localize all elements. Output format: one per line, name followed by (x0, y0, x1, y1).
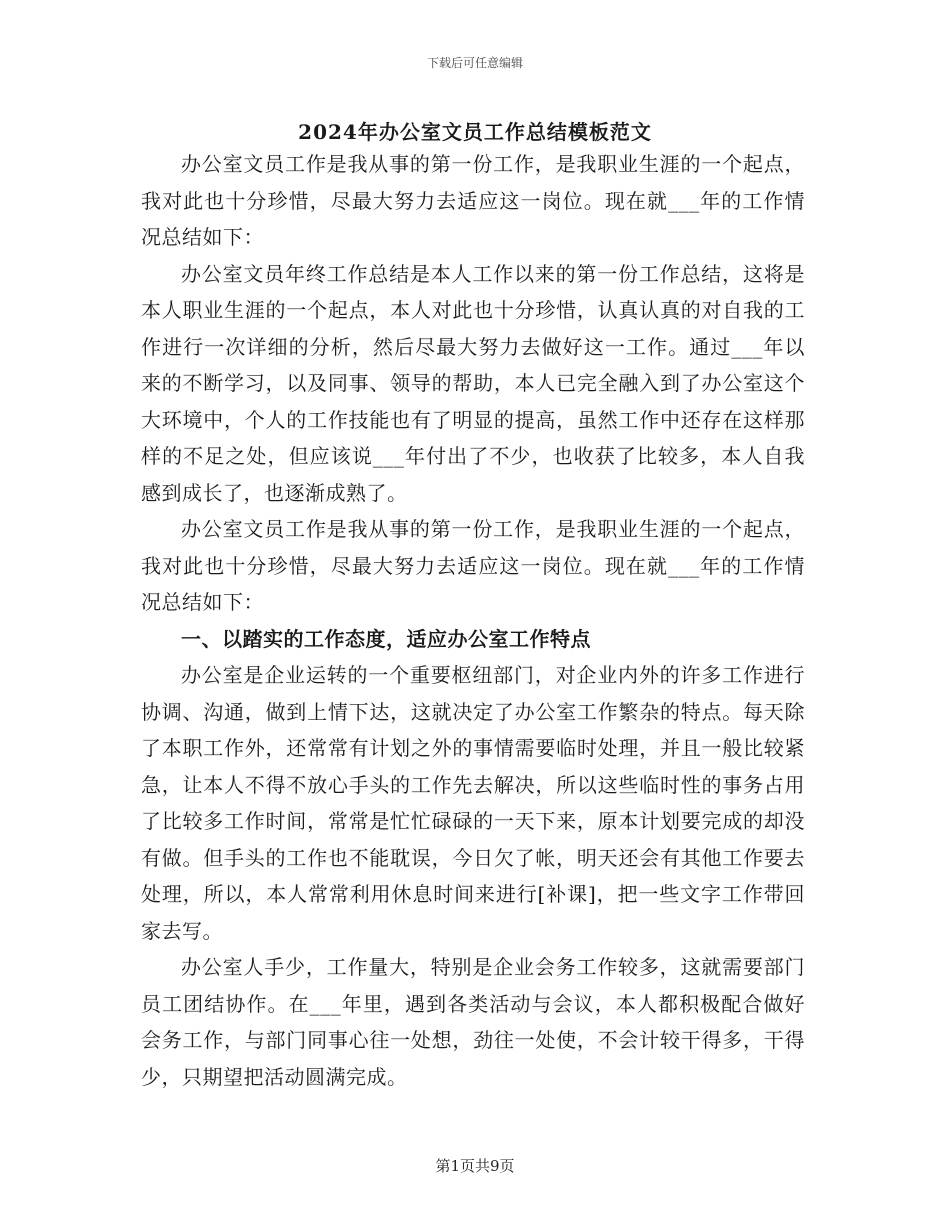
paragraph: 办公室文员工作是我从事的第一份工作，是我职业生涯的一个起点，我对此也十分珍惜，尽最大努力去适应这一岗位。现在就___年的工作情况总结如下： (141, 152, 805, 249)
section-heading: 一、以踏实的工作态度，适应办公室工作特点 (181, 626, 591, 651)
paragraph: 办公室文员工作是我从事的第一份工作，是我职业生涯的一个起点，我对此也十分珍惜，尽最大努力去适应这一岗位。现在就___年的工作情况总结如下： (141, 517, 805, 614)
paragraph: 办公室是企业运转的一个重要枢纽部门，对企业内外的许多工作进行协调、沟通，做到上情下达，这就决定了办公室工作繁杂的特点。每天除了本职工作外，还常常有计划之外的事情需要临时处理，并且一般比较紧急，让本人不得不放心手头的工作先去解决，所以这些临时性的事务占用了比较多工作时间，常常是忙忙碌碌的一天下来，原本计划要完成的却没有做。但手头的工作也不能耽误，今日欠了帐，明天还会有其他工作要去处理，所以，本人常常利用休息时间来进行[补课]，把一些文字工作带回家去写。 (141, 663, 805, 943)
page-number: 第1页共9页 (435, 1157, 515, 1175)
paragraph: 办公室人手少，工作量大，特别是企业会务工作较多，这就需要部门员工团结协作。在___年里，遇到各类活动与会议，本人都积极配合做好会务工作，与部门同事心往一处想，劲往一处使，不会计较干得多，干得少，只期望把活动圆满完成。 (141, 955, 805, 1089)
header-note: 下载后可任意编辑 (426, 56, 523, 70)
paragraph: 办公室文员年终工作总结是本人工作以来的第一份工作总结，这将是本人职业生涯的一个起点，本人对此也十分珍惜，认真认真的对自我的工作进行一次详细的分析，然后尽最大努力去做好这一工作。通过___年以来的不断学习，以及同事、领导的帮助，本人已完全融入到了办公室这个大环境中，个人的工作技能也有了明显的提高，虽然工作中还存在这样那样的不足之处，但应该说___年付出了不少，也收获了比较多，本人自我感到成长了，也逐渐成熟了。 (141, 261, 805, 505)
document-title: 2024年办公室文员工作总结模板范文 (298, 120, 652, 144)
document-body (141, 146, 805, 1095)
